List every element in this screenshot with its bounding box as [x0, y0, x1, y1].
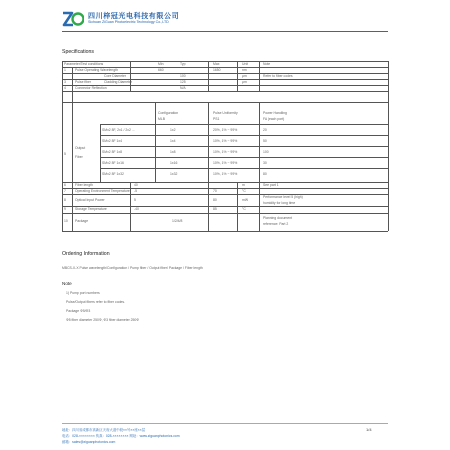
ps-cell: 10%, 1% ~ 99% [213, 150, 238, 154]
subhead-ps1: PS1 [213, 117, 220, 121]
subhead-configuration: Configuration [158, 111, 179, 115]
config-cell: SMx2 8F 1x8 [102, 150, 122, 154]
param-label: Cladding Diameter [104, 80, 133, 84]
mlb-cell: 1x8 [170, 150, 176, 154]
page-header [62, 10, 402, 30]
row-number: 3 [64, 80, 66, 84]
config-cell: SMx2 8F 1x16 [102, 161, 124, 165]
note-value: Refer to fiber codes [263, 74, 293, 78]
param-label: Connector Reflection [75, 86, 107, 90]
ps-cell: 10%, 1% ~ 99% [213, 139, 238, 143]
param-label: Core Diameter [104, 74, 127, 78]
param-label: Pulse Operating Wavelength [75, 68, 119, 72]
row-number: 4 [64, 86, 66, 90]
unit-value: m [242, 183, 245, 187]
config-cell: SMx2 8F 1x4 [102, 139, 122, 143]
config-cell: SMx2 8F, 2x1 / 2x2 ... [102, 128, 135, 132]
ps-cell: 10%, 1% ~ 99% [213, 172, 238, 176]
max-value: 1650 [213, 68, 221, 72]
row-number: 10 [64, 219, 68, 223]
row-number: 7 [64, 189, 66, 193]
unit-value: μm [242, 74, 247, 78]
note-value: Performance level 5 (high) [263, 195, 303, 199]
col-header-typ: Typ [180, 62, 186, 66]
ordering-code-line: MBCS-X-X Pulse wavelength/Configuration / Pump fiber / Output fiber/ Package / Fiber length [62, 266, 203, 270]
param-group: Output [75, 146, 86, 150]
subhead-mlb: MLB [158, 117, 165, 121]
col-header-unit: Unit [242, 62, 249, 66]
note-item: 1) Pump port numbers [66, 291, 100, 295]
row-number: 6 [64, 183, 66, 187]
typ-value: 100 [180, 74, 186, 78]
footer-divider [62, 423, 388, 424]
config-cell: SMx2 8F 1x32 [102, 172, 124, 176]
ordering-information-title: Ordering Information [62, 251, 110, 257]
ph-cell: 80 [263, 172, 267, 176]
min-value: 660 [158, 68, 164, 72]
specifications-title: Specifications [62, 49, 95, 55]
company-name-cn: 四川梓冠光电科技有限公司 [88, 13, 180, 20]
col-header-max: Max [213, 62, 220, 66]
footer-address: 地址：四川省成都市高新区天府大道中段××号××座××层 [62, 428, 146, 432]
subhead-pulse-uniformity: Pulse Uniformity [213, 111, 238, 115]
min-value: -40 [134, 207, 139, 211]
param-label: Storage Temperature [75, 207, 107, 211]
col-header-parameter: Parameter/Test conditions [64, 62, 104, 66]
page-number: 1/4 [366, 427, 372, 432]
param-label: Fiber length [75, 183, 93, 187]
max-value: 70 [213, 189, 217, 193]
ph-cell: 30 [263, 161, 267, 165]
footer-email: 邮箱：sales@ziguanphotonics.com [62, 440, 116, 444]
note-item: Pulse/Output fibers refer to fiber codes. [66, 300, 125, 304]
typ-value: 1/2/4/8 [172, 219, 183, 223]
subhead-power-handling: Power Handling [263, 111, 287, 115]
row-number: 8 [64, 198, 66, 202]
param-label: Operating Environment Temperature [75, 189, 130, 193]
unit-value: nm [242, 68, 247, 72]
max-value: 80 [213, 198, 217, 202]
unit-value: °C [242, 189, 246, 193]
subhead-fa-each-port: FA (each port) [263, 117, 285, 121]
note-item: Package Φ5/Φ3 [66, 309, 91, 313]
min-value: -5 [134, 189, 138, 193]
row-number: 1 [64, 68, 66, 72]
param-group: Pulse fiber [75, 80, 92, 84]
header-divider [62, 31, 388, 32]
ph-cell: 100 [263, 150, 269, 154]
note-value: See part 1 [263, 183, 279, 187]
footer-contact: 电话：028-×××××××× 传真：028-×××××××× 网址：www.ziguanphotonics.com [62, 434, 180, 438]
param-group: Fiber [75, 155, 83, 159]
col-header-min: Min [158, 62, 164, 66]
note-value: Planning document [263, 216, 293, 220]
company-name-en: Sichuan ZiGuan Photoelectric Technology Co.,LTD [88, 20, 169, 24]
mlb-cell: 1x2 [170, 128, 176, 132]
ph-cell: 50 [263, 139, 267, 143]
param-label: Package [75, 219, 89, 223]
note-value: reference: Part 2 [263, 222, 289, 226]
unit-value: °C [242, 207, 246, 211]
col-header-note: Note [263, 62, 271, 66]
ps-cell: 10%, 1% ~ 99% [213, 161, 238, 165]
ph-cell: 20 [263, 128, 267, 132]
company-logo [62, 10, 84, 28]
typ-value: N/A [180, 86, 186, 90]
row-number: 5 [64, 152, 66, 156]
max-value: 85 [213, 207, 217, 211]
min-value: 5 [134, 198, 136, 202]
mlb-cell: 1x16 [170, 161, 178, 165]
unit-value: μm [242, 80, 247, 84]
min-value: 40 [134, 183, 138, 187]
param-label: Optical Input Power [75, 198, 105, 202]
mlb-cell: 1x4 [170, 139, 176, 143]
note-item: Φ5 fiber diameter 250Φ, Φ3 fiber diameter 250Φ [66, 318, 140, 322]
typ-value: 125 [180, 80, 186, 84]
mlb-cell: 1x32 [170, 172, 178, 176]
note-value: humidity for long time [263, 201, 296, 205]
row-number: 9 [64, 207, 66, 211]
unit-value: mW [242, 198, 249, 202]
note-title: Note [62, 281, 72, 286]
ps-cell: 20%, 1% ~ 99% [213, 128, 238, 132]
